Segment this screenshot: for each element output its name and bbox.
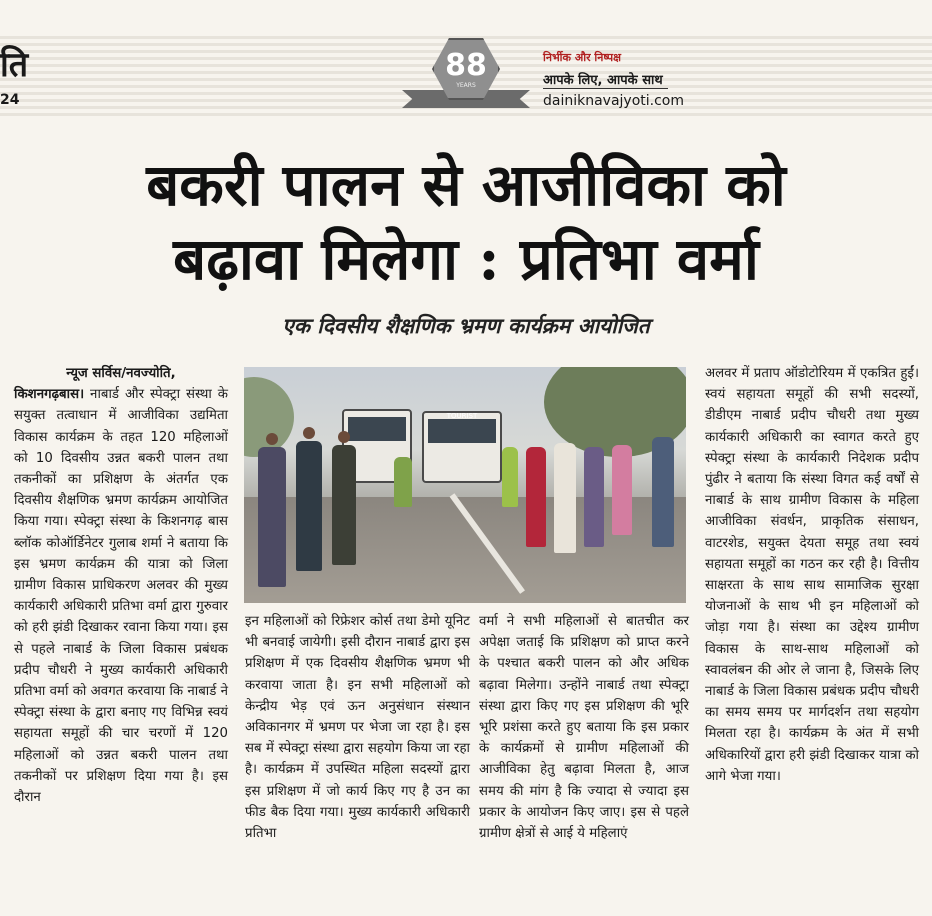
masthead-date-fragment: 24 <box>0 92 20 108</box>
anniversary-badge-logo <box>402 38 530 118</box>
bus-label: TOURIST <box>446 412 478 420</box>
tree-shape <box>244 377 294 457</box>
column-1-text: नाबार्ड और स्पेक्ट्रा संस्था के सयुक्त तत्वाधान में आजीविका उद्यमिता विकास कार्यक्रम के तहत 120 महिलाओं को 10 दिवसीय उन्नत बकरी पालन तथा तकनीकों का प्रशिक्षण के अंतर्गत एक दिवसीय शैक्षणिक भ्रमण कार्यक्रम आयोजित किया गया। स्पेक्ट्रा संस्था के किशनगढ़ बास ब्लॉक कोऑर्डिनेटर गुलाब शर्मा ने बताया कि इस भ्रमण कार्यक्रम की यात्रा को जिला ग्रामीण विकास प्राधिकरण अलवर की मुख्य कार्यकारी अधिकारी प्रतिभा वर्मा द्वारा गुरुवार को हरी झंडी दिखाकर रवाना किया गया। इस से पहले नाबार्ड के जिला विकास प्रबंधक प्रदीप चौधरी ने मुख्य कार्यकारी अधिकारी प्रतिभा वर्मा को अवगत करवाया कि नाबार्ड ने स्पेक्ट्रा संस्था के द्वारा बनाए गए विभिन्न स्वयं सहायता समूहों की चार चरणों में 120 महिलाओं को उन्नत बकरी पालन तथा तकनीकों पर प्रशिक्षण दिया गया है। इस दौरान <box>14 387 228 806</box>
person-shape <box>584 447 604 547</box>
person-shape <box>332 445 356 565</box>
badge-subtext: YEARS <box>456 82 476 89</box>
article-column-2: इन महिलाओं को रिफ्रेशर कोर्स तथा डेमो यूनिट भी बनवाई जायेगी। इसी दौरान नाबार्ड द्वारा इस प्रशिक्षण में एक दिवसीय शैक्षणिक भ्रमण भी करवाया जाता है। इन सभी महिलाओं को केन्द्रीय भेड़ एवं ऊन अनुसंधान संस्थान अविकानगर में भ्रमण पर भेजा जा रहा है। इस सब में स्पेक्ट्रा संस्था द्वारा सहयोग किया जा रहा है। कार्यक्रम में उपस्थित महिला सदस्यों द्वारा इस प्रशिक्षण में जो कार्य किए गए है उन का फीड बैक दिया गया। मुख्य कार्यकारी अधिकारी प्रतिभा <box>245 614 470 842</box>
masthead-title-fragment: ति <box>0 45 29 85</box>
person-shape <box>526 447 546 547</box>
person-shape <box>296 441 322 571</box>
person-shape <box>394 457 412 507</box>
tagline-top: निर्भीक और निष्पक्ष <box>543 51 622 64</box>
person-shape <box>258 447 286 587</box>
headline-line-1: बकरी पालन से आजीविका को <box>146 151 786 219</box>
website-text: dainiknavajyoti.com <box>543 93 685 109</box>
dateline: किशनगढ़बास। <box>14 387 85 403</box>
person-shape <box>554 443 576 553</box>
byline: न्यूज सर्विस/नवज्योति, <box>66 366 176 381</box>
article-column-4: अलवर में प्रताप ऑडोटोरियम में एकत्रित हुईं। स्वयं सहायता समूहों की सभी सदस्यों, डीडीएम नाबार्ड प्रदीप चौधरी तथा मुख्य कार्यकारी अधिकारी का स्वागत करते हुए स्पेक्ट्रा संस्था के कार्यकारी निदेशक प्रदीप पुंढीर ने बताया कि संस्था विगत कई वर्षों से नाबार्ड के साथ ग्रामीण विकास के महिला आजीविका संवर्धन, प्राकृतिक संसाधन, वाटरशेड, सयुक्त देयता समूह तथा स्वयं सहायता समूहों का गठन कर रही है। वित्तीय साक्षरता के साथ साथ सामाजिक सुरक्षा योजनाओं के साथ भी इन महिलाओं को जोड़ा गया है। संस्था का उद्देश्य ग्रामीण विकास के साथ-साथ महिलाओं को स्वावलंबन की ओर ले जाना है, जिसके लिए नाबार्ड के जिला विकास प्रबंधक प्रदीप चौधरी का समय समय पर मार्गदर्शन तथा सहयोग मिलता रहा है। कार्यक्रम के अंत में सभी अधिकारियों द्वारा हरी झंडी दिखाकर यात्रा को आगे भेजा गया। <box>705 366 919 784</box>
article-column-3: वर्मा ने सभी महिलाओं से बातचीत कर अपेक्षा जताई कि प्रशिक्षण को प्राप्त करने के पश्चात बकरी पालन को और अधिक बढ़ावा मिलेगा। उन्होंने नाबार्ड तथा स्पेक्ट्रा संस्था द्वारा किए गए इस प्रशिक्षण की भूरि भूरि प्रशंसा करते हुए बताया कि इस प्रकार के कार्यक्रमों से ग्रामीण महिलाओं की आजीविका हेतु बढ़ावा मिलता है, आज समय की मांग है कि ज्यादा से ज्यादा इस प्रकार के आयोजन किए जाए। इस से पहले ग्रामीण क्षेत्रों से आई ये महिलाएं <box>479 614 689 842</box>
tourist-bus-shape <box>422 411 502 483</box>
person-shape <box>612 445 632 535</box>
person-shape <box>502 447 518 507</box>
headline-line-2: बढ़ावा मिलेगा : प्रतिभा वर्मा <box>173 225 759 293</box>
masthead <box>0 0 932 120</box>
tagline-divider <box>543 88 668 89</box>
article-headline <box>30 148 902 296</box>
tagline-main: आपके लिए, आपके साथ <box>543 73 663 88</box>
badge-number: 88 <box>445 48 487 83</box>
article-column-1 <box>14 363 228 808</box>
article-subheadline: एक दिवसीय शैक्षणिक भ्रमण कार्यक्रम आयोजित <box>282 313 650 338</box>
news-photo-group-of-women-with-buses <box>244 367 686 603</box>
person-shape <box>652 437 674 547</box>
